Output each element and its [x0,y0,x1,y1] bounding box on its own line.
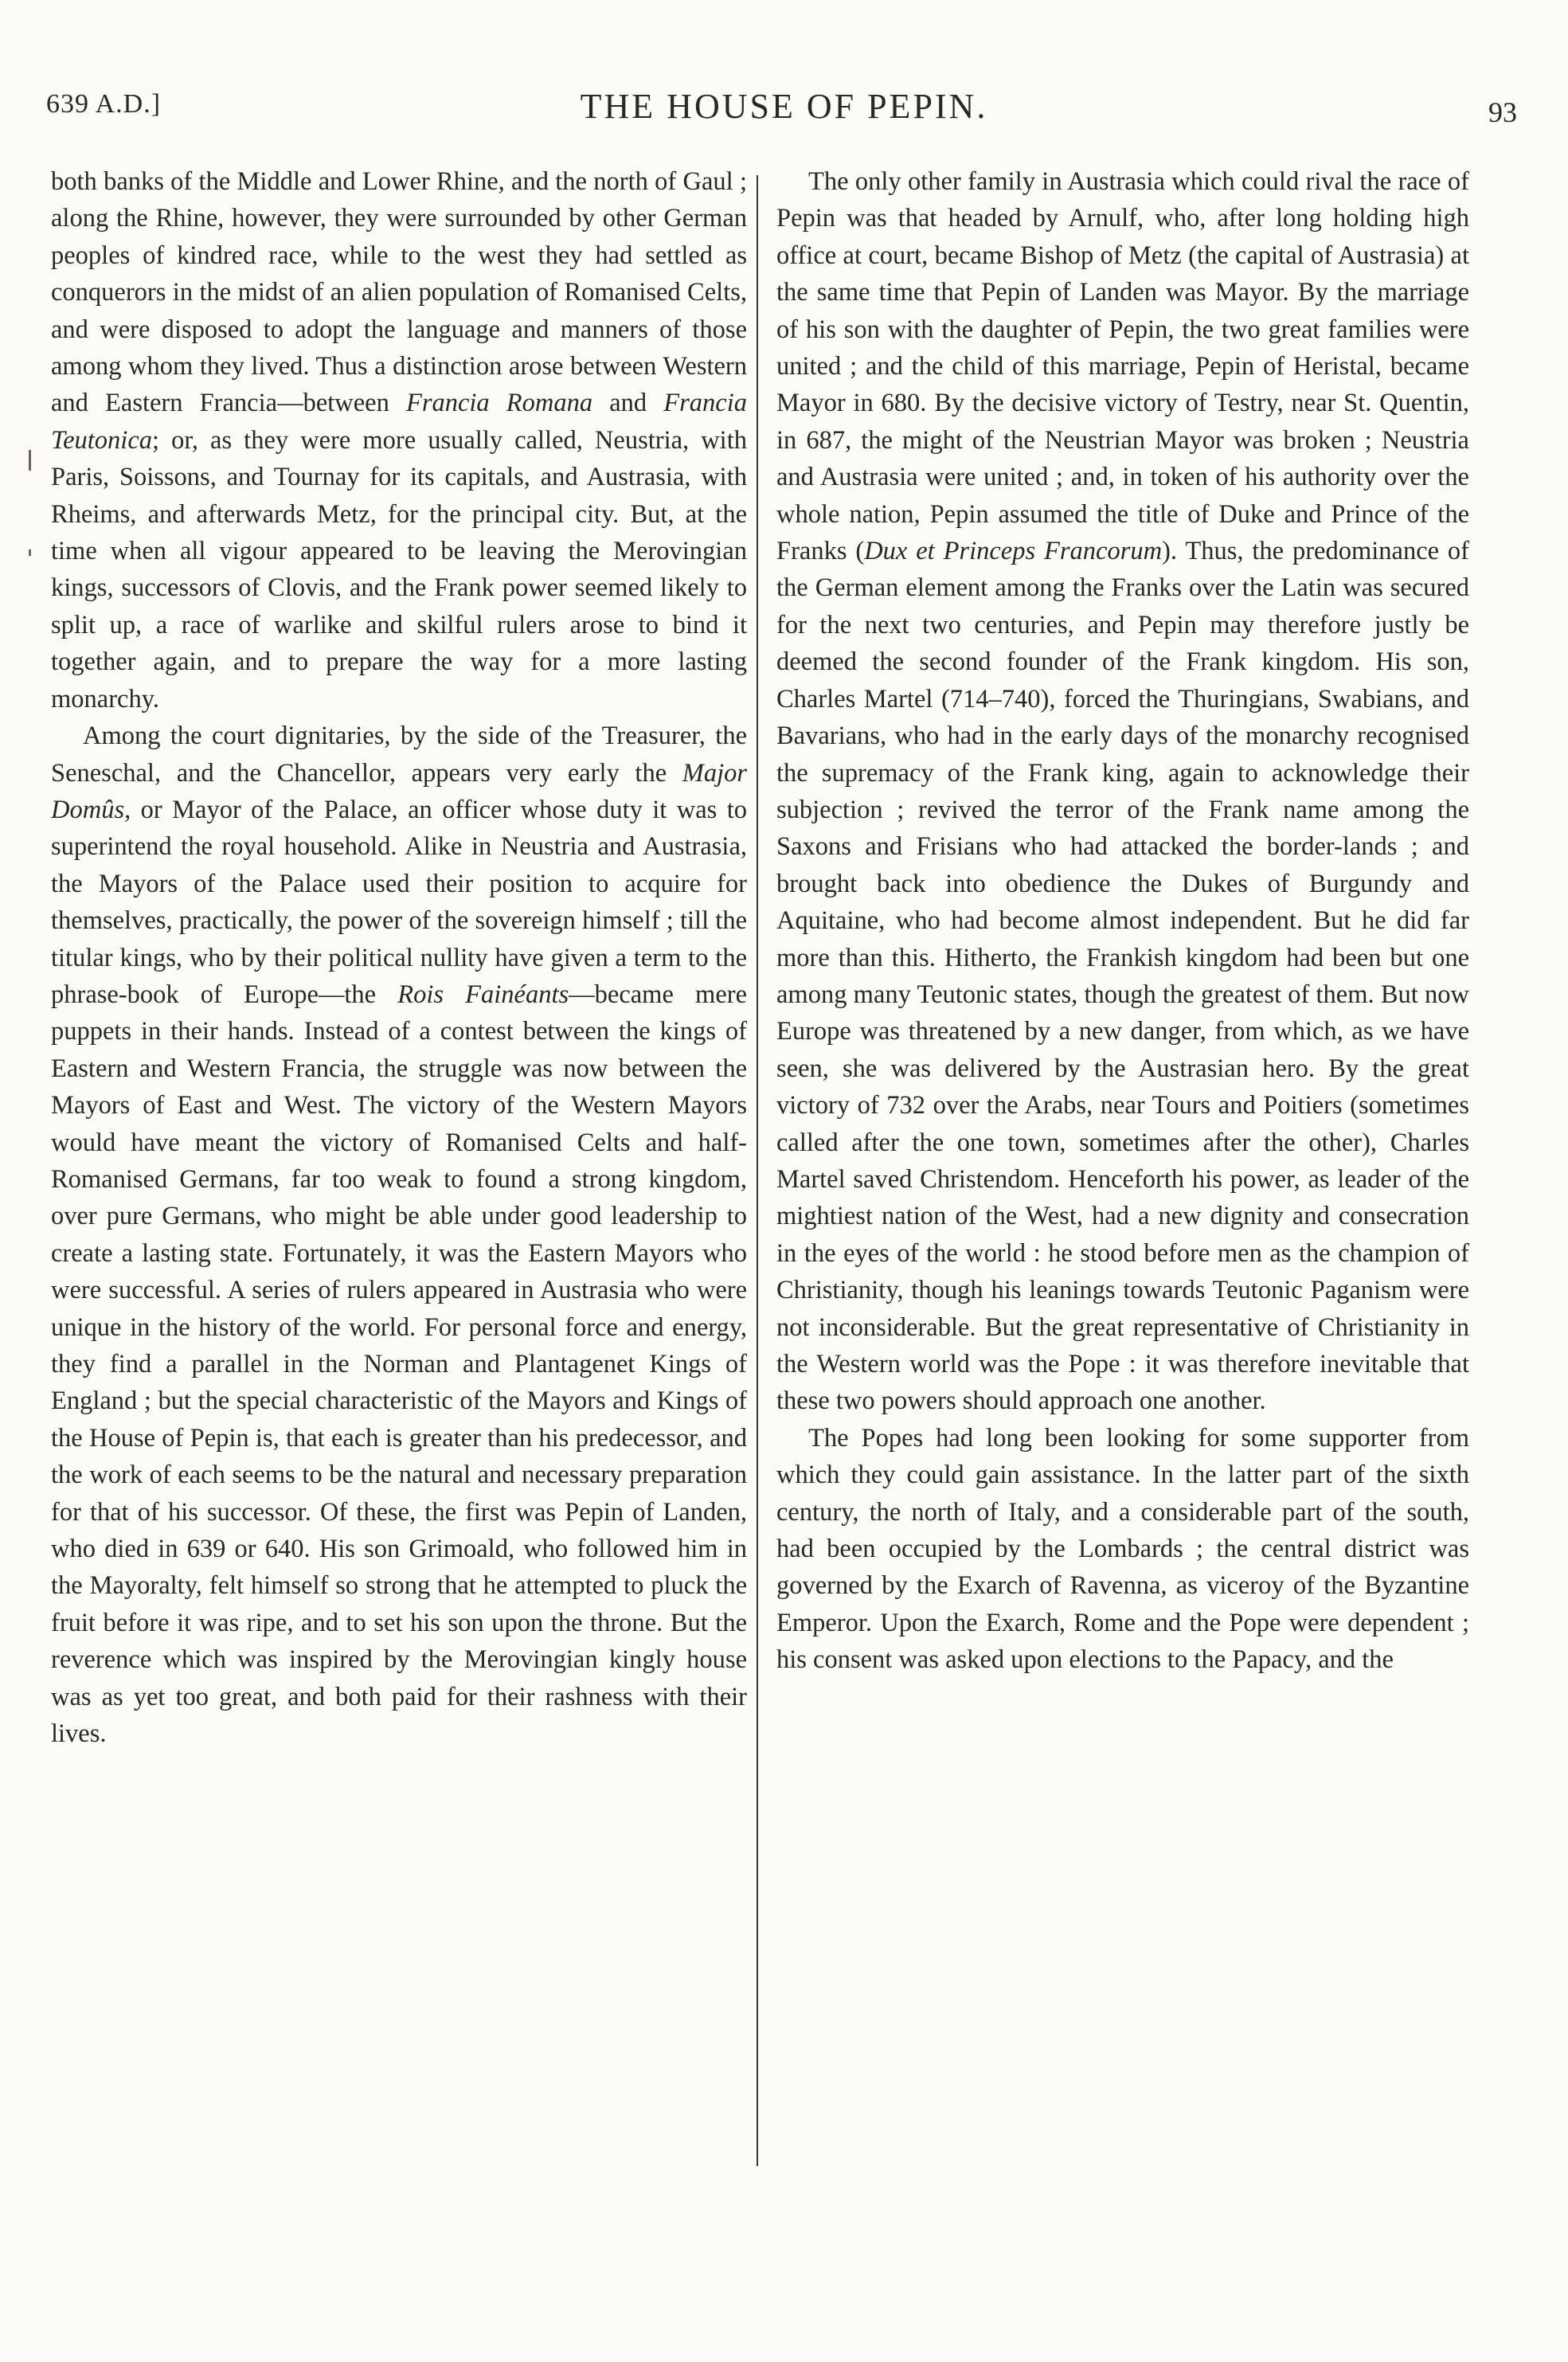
text-run: and [592,389,664,418]
paragraph [51,718,747,1752]
text-run: The Popes had long been looking for some supporter from which they could gain assistance. In the latter part of the sixth century, the north of Italy, and a considerable part of the south, had been occupied by the Lombards ; the central district was governed by the Exarch of Ravenna, as viceroy of the Byzantine Emperor. Upon the Exarch, Rome and the Pope were dependent ; his consent was asked upon elections to the Papacy, and the [776,1423,1469,1675]
italic-phrase: Francia Romana [405,389,593,418]
text-run: ). Thus, the predominance of the German element among the Franks over the Latin was secured for the next two centuries, and Pepin may therefore justly be deemed the second founder of the Frank kingdom. His son, Charles Martel (714–740), forced the Thuringians, Swabians, and Bavarians, who had in the early days of the monarchy recognised the supremacy of the Frank king, again to acknowledge their subjection ; revived the terror of the Frank name among the Saxons and Frisians who had attacked the border-lands ; and brought back into obedience the Dukes of Burgundy and Aquitaine, who had become almost independent. But he did far more than this. Hitherto, the Frankish kingdom had been but one among many Teutonic states, though the greatest of them. But now Europe was threatened by a new danger, from which, as we have seen, she was delivered by the Austrasian hero. By the great victory of 732 over the Arabs, near Tours and Poitiers (sometimes called after the one town, sometimes after the other), Charles Martel saved Christendom. Henceforth his power, as leader of the mightiest nation of the West, had a new dignity and consecration in the eyes of the world : he stood before men as the champion of Christianity, though his leanings towards Teutonic Paganism were not inconsiderable. But the great representative of Christianity in the Western world was the Pope : it was therefore inevitable that these two powers should approach one another. [776,537,1470,1416]
paragraph [51,163,747,718]
page-number: 93 [1488,96,1517,128]
running-head [46,86,1522,134]
margin-mark [29,549,31,556]
text-run: ; or, as they were more usually called, Neustria, with Paris, Soissons, and Tournay for its capitals, and Austrasia, with Rheims, and afterwards Metz, for the principal city. But, at the time when all vigour appeared to be leaving the Merovingian kings, successors of Clovis, and the Frank power seemed likely to split up, a race of warlike and skilful rulers arose to bind it together again, and to prepare the way for a more lasting monarchy. [51,425,747,714]
italic-phrase: Major Domûs [51,758,747,824]
italic-phrase: Francia Teutonica [51,389,748,455]
text-run: —became mere puppets in their hands. Instead of a contest between the kings of Eastern and Western Francia, the struggle was now between the Mayors of East and West. The victory of the Western Mayors would have meant the victory of Romanised Celts and half-Romanised Germans, far too weak to found a strong kingdom, over pure Germans, who might be able under good leadership to create a lasting state. Fortunately, it was the Eastern Mayors who were successful. A series of rulers appeared in Austrasia who were unique in the history of the world. For personal force and energy, they find a parallel in the Norman and Plantagenet Kings of England ; but the special characteristic of the Mayors and Kings of the House of Pepin is, that each is greater than his predecessor, and the work of each seems to be the natural and necessary preparation for that of his successor. Of these, the first was Pepin of Landen, who died in 639 or 640. His son Grimoald, who followed him in the Mayoralty, felt himself so strong that he attempted to pluck the fruit before it was ripe, and to set his son upon the throne. But the reverence which was inspired by the Merovingian kingly house was as yet too great, and both paid for their rashness with their lives. [51,980,747,1749]
paragraph [776,163,1469,1420]
right-column [776,163,1469,1679]
column-divider [757,175,758,2166]
text-run: Among the court dignitaries, by the side of the Treasurer, the Seneschal, and the Chancellor, appears very early the [51,722,747,788]
margin-mark [29,450,31,471]
page-title: THE HOUSE OF PEPIN. [580,87,988,126]
left-column [51,163,747,1752]
date-marker: 639 A.D.] [46,89,162,119]
italic-phrase: Dux et Princeps Francorum [864,537,1163,566]
text-run: The only other family in Austrasia which could rival the race of Pepin was that headed by Arnulf, who, after long holding high office at court, became Bishop of Metz (the capital of Austrasia) at the same time that Pepin of Landen was Mayor. By the marriage of his son with the daughter of Pepin, the two great families were united ; and the child of this marriage, Pepin of Heristal, became Mayor in 680. By the decisive victory of Testry, near St. Quentin, in 687, the might of the Neustrian Mayor was broken ; Neustria and Austrasia were united ; and, in token of his authority over the whole nation, Pepin assumed the title of Duke and Prince of the Franks ( [776,167,1469,566]
paragraph [776,1420,1469,1679]
italic-phrase: Rois Fainéants [397,980,569,1009]
text-run: both banks of the Middle and Lower Rhine, and the north of Gaul ; along the Rhine, however, they were surrounded by other German peoples of kindred race, while to the west they had settled as conquerors in the midst of an alien population of Romanised Celts, and were disposed to adopt the language and manners of those among whom they lived. Thus a distinction arose between Western and Eastern Francia—between [51,167,747,418]
text-run: , or Mayor of the Palace, an officer whose duty it was to superintend the royal household. Alike in Neustria and Austrasia, the Mayors of the Palace used their position to acquire for themselves, practically, the power of the sovereign himself ; till the titular kings, who by their political nullity have given a term to the phrase-book of Europe—the [51,795,747,1009]
